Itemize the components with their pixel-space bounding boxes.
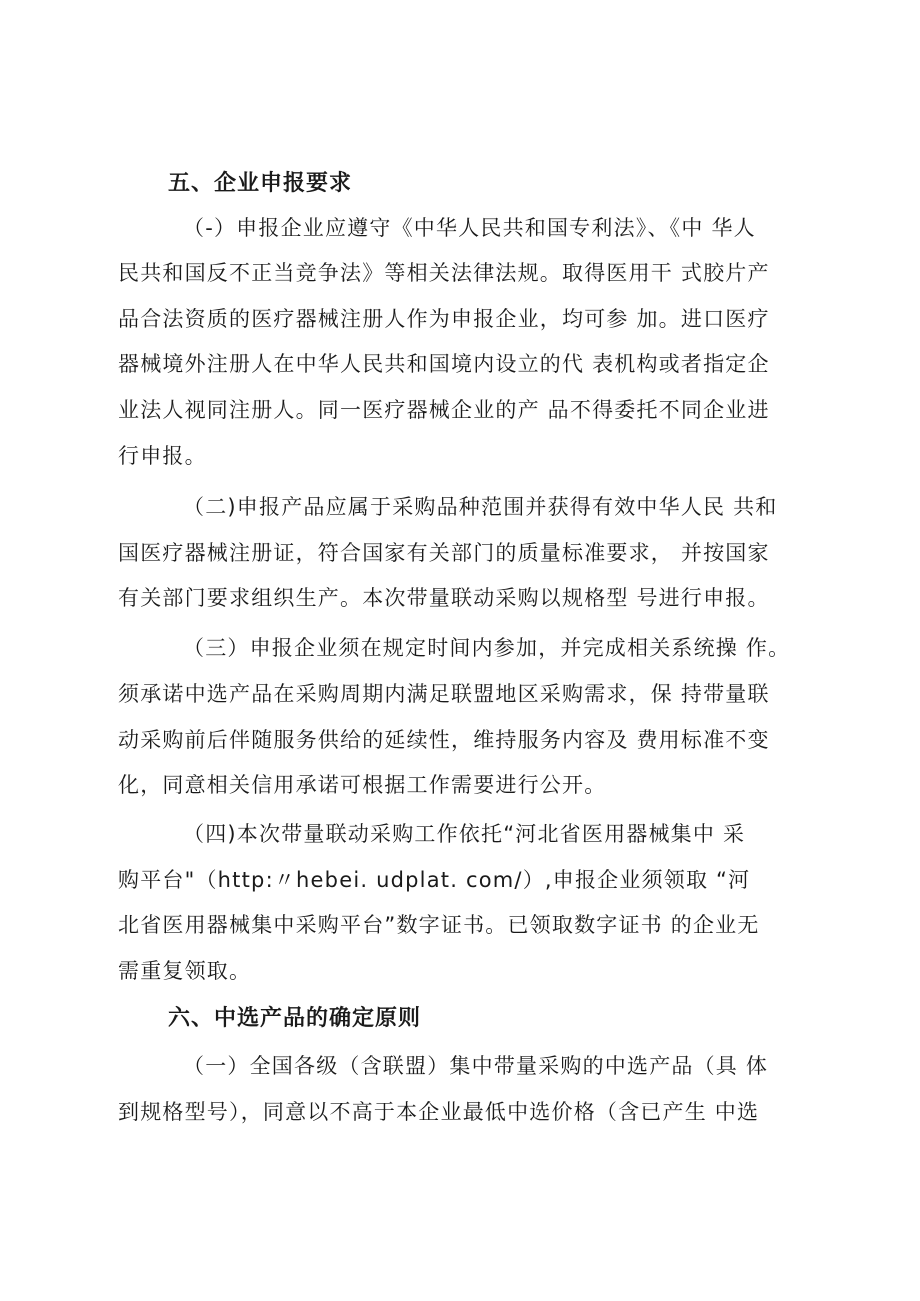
s5-p1-line-5: 业法人视同注册人。同一医疗器械企业的产 品不得委托不同企业进 (118, 398, 770, 422)
section-5-heading: 五、企业申报要求 (168, 171, 353, 196)
s5-p2-line-2: 国医疗器械注册证，符合国家有关部门的质量标准要求， 并按国家 (118, 541, 770, 565)
s5-p4-line-3: 北省医用器械集中采购平台”数字证书。已领取数字证书 的企业无 (118, 913, 760, 937)
s5-p3-line-1: （三）申报企业须在规定时间内参加，并完成相关系统操 作。 (183, 636, 791, 660)
s5-p1-line-3: 品合法资质的医疗器械注册人作为申报企业，均可参 加。进口医疗 (118, 307, 770, 331)
s5-p3-line-4: 化，同意相关信用承诺可根据工作需要进行公开。 (118, 773, 607, 797)
s5-p4-line-2: 购平台"（http:〃hebei. udplat. com/）,申报企业须领取 “河 (118, 868, 751, 892)
s5-p3-line-2: 须承诺中选产品在采购周期内满足联盟地区采购需求，保 持带量联 (118, 682, 770, 706)
section-6-heading: 六、中选产品的确定原则 (168, 1006, 422, 1031)
s5-p4-line-1: （四)本次带量联动采购工作依托“河北省医用器械集中 采 (183, 822, 746, 846)
s6-p1-line-2: 到规格型号），同意以不高于本企业最低中选价格（含已产生 中选 (118, 1100, 760, 1124)
s5-p1-line-1: （-）申报企业应遵守《中华人民共和国专利法》、《中 华人 (183, 216, 756, 240)
s5-p2-line-1: （二)申报产品应属于采购品种范围并获得有效中华人民 共和 (183, 495, 778, 519)
s5-p1-line-2: 民共和国反不正当竞争法》等相关法律法规。取得医用干 式胶片产 (118, 261, 770, 285)
s5-p3-line-3: 动采购前后伴随服务供给的延续性，维持服务内容及 费用标准不变 (118, 728, 770, 752)
s5-p1-line-4: 器械境外注册人在中华人民共和国境内设立的代 表机构或者指定企 (118, 352, 770, 376)
s5-p2-line-3: 有关部门要求组织生产。本次带量联动采购以规格型 号进行申报。 (118, 586, 770, 610)
s5-p1-line-6: 行申报。 (118, 444, 207, 468)
s5-p4-line-4: 需重复领取。 (118, 959, 252, 983)
s6-p1-line-1: （一）全国各级（含联盟）集中带量采购的中选产品（具 体 (183, 1054, 769, 1078)
